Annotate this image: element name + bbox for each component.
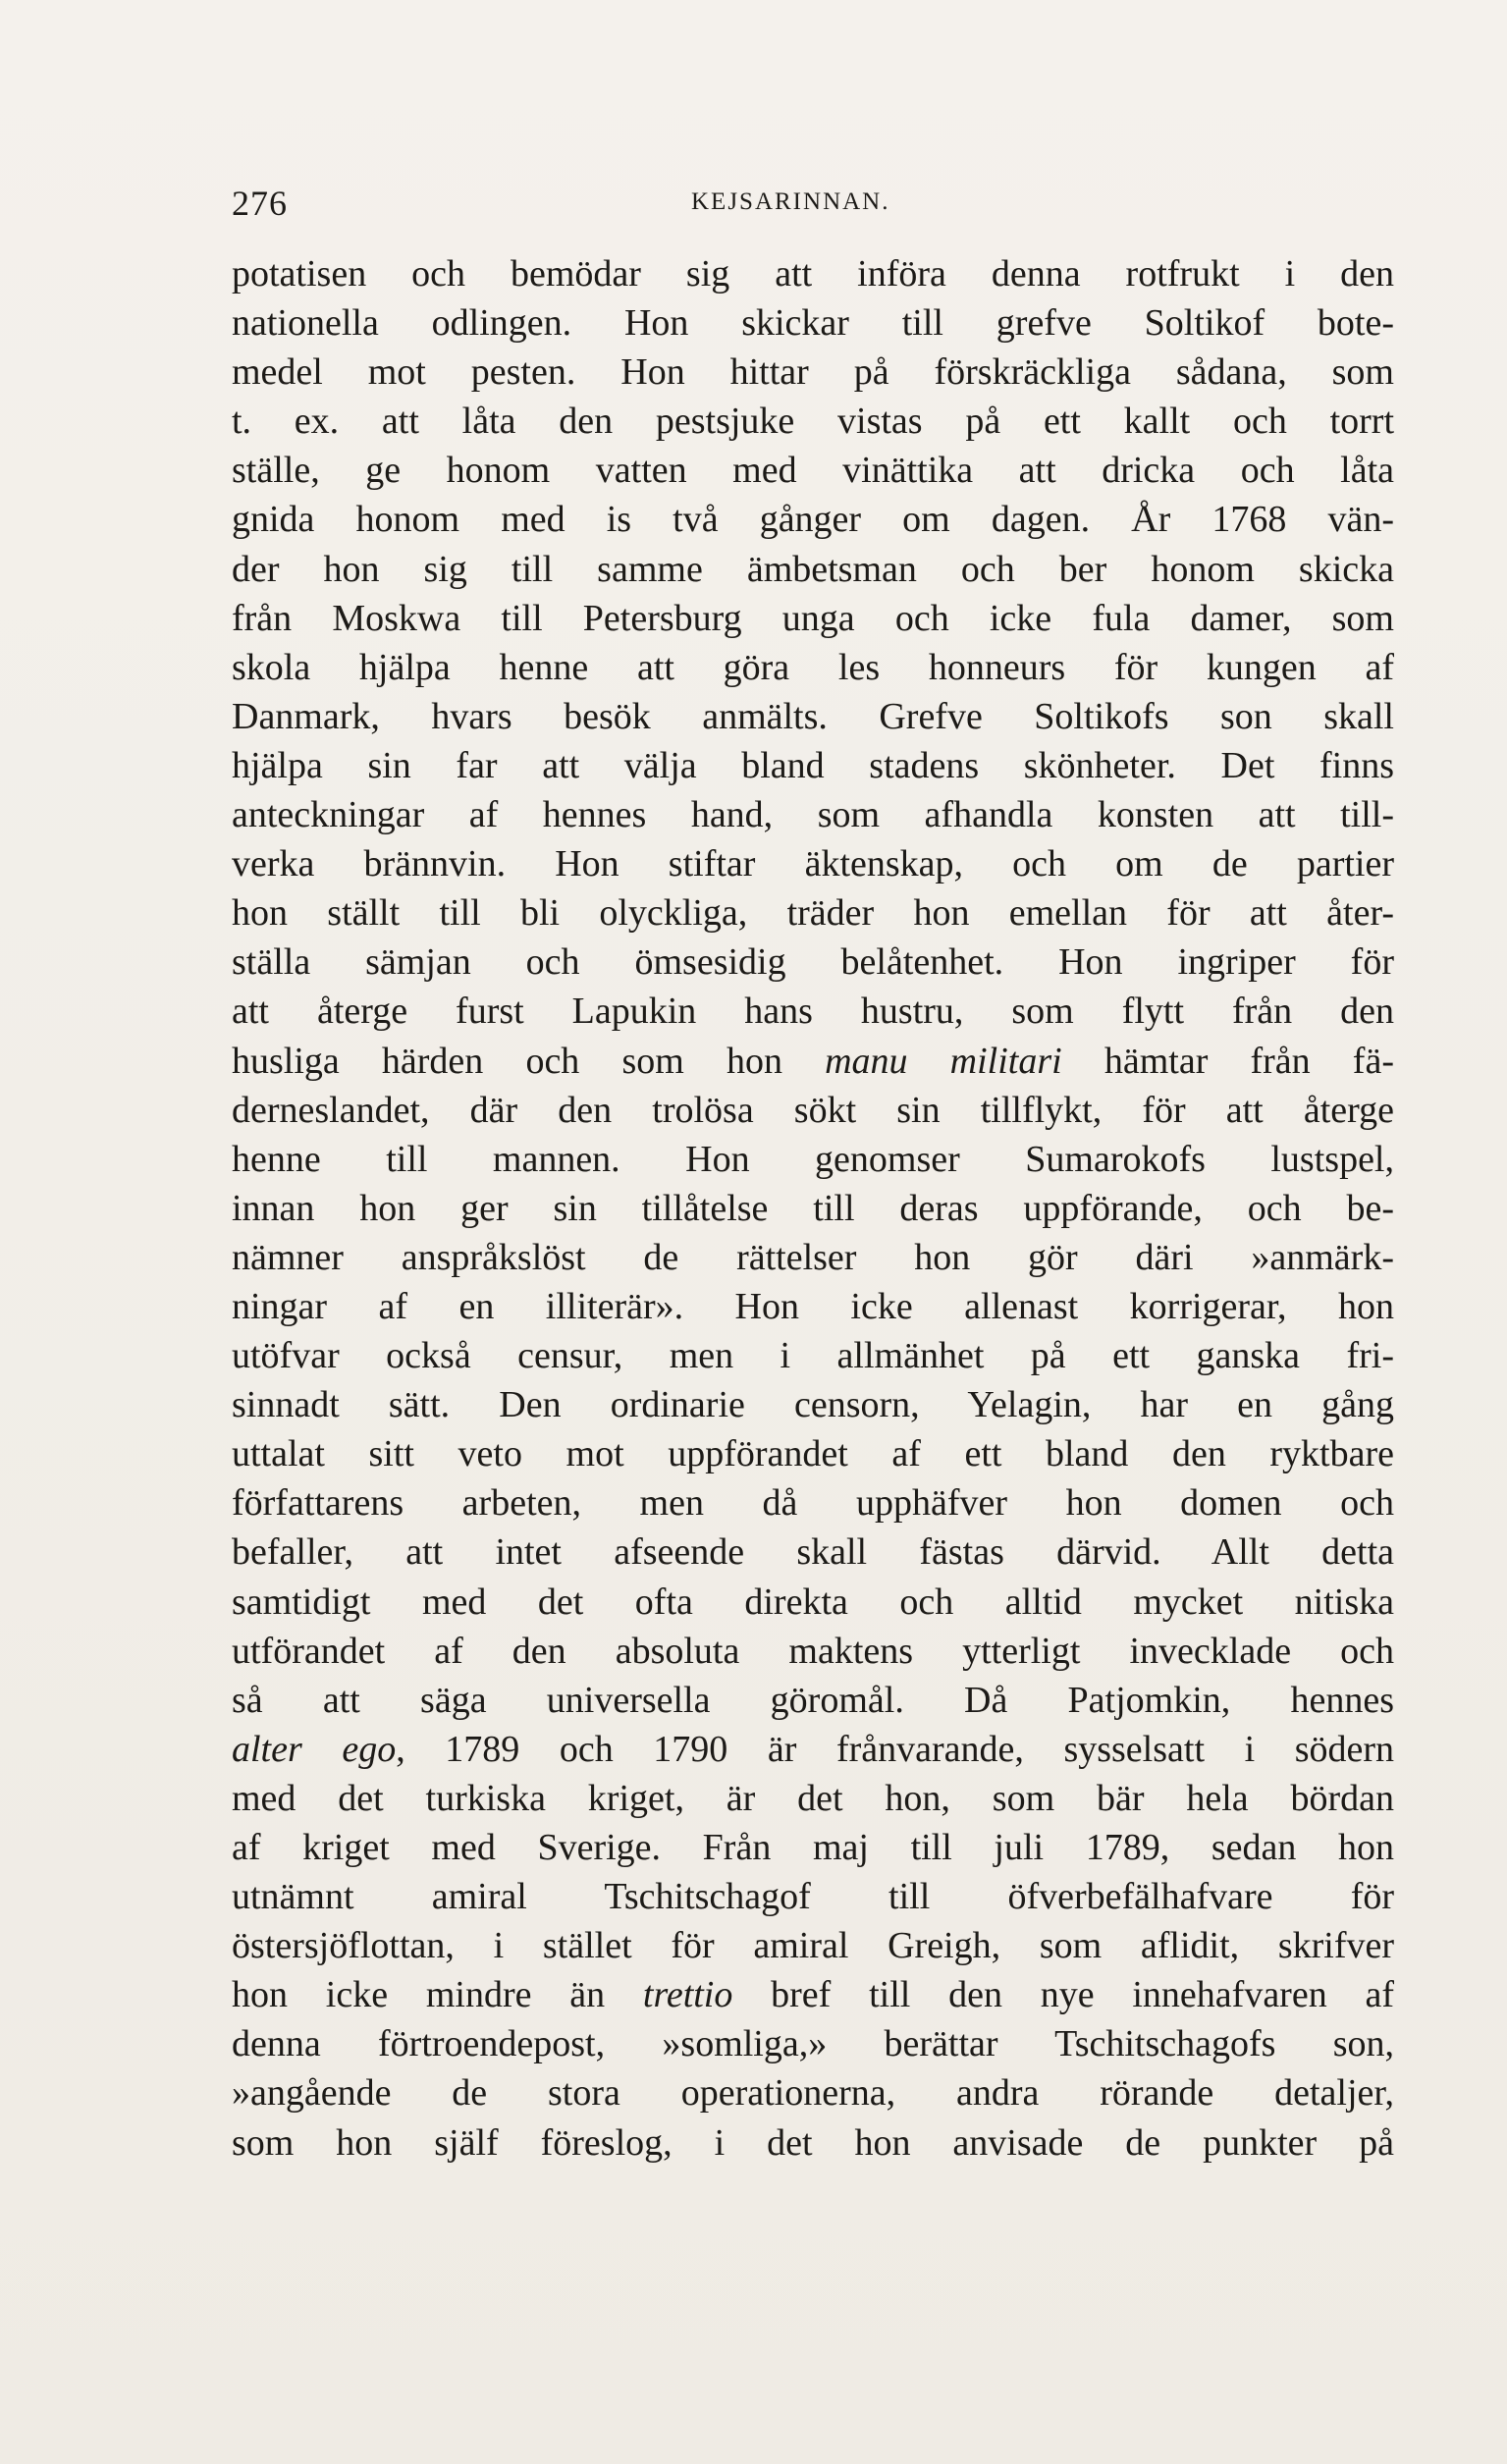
- text-line: denna förtroendepost, »somliga,» berättar Tschitschagofs son,: [232, 2023, 1394, 2065]
- text-line: östersjöflottan, i stället för amiral Greigh, som aflidit, skrifver: [232, 1925, 1394, 1967]
- text-line: befaller, att intet afseende skall fästas därvid. Allt detta: [232, 1531, 1394, 1574]
- text-segment: bref till den nye innehafvaren af: [732, 1974, 1394, 2016]
- running-head: KEJSARINNAN.: [691, 188, 890, 215]
- text-line: samtidigt med det ofta direkta och alltid mycket nitiska: [232, 1580, 1394, 1623]
- text-line: skola hjälpa henne att göra les honneurs för kungen af: [232, 646, 1394, 688]
- text-line: ställa sämjan och ömsesidig belåtenhet. Hon ingriper för: [232, 941, 1394, 984]
- text-line: författarens arbeten, men då upphäfver hon domen och: [232, 1482, 1394, 1525]
- text-line-mixed: [232, 1037, 1394, 1086]
- text-line: nämner anspråkslöst de rättelser hon gör däri »anmärk-: [232, 1236, 1394, 1278]
- italic-phrase: trettio: [642, 1974, 733, 2016]
- text-line: hon ställt till bli olyckliga, träder hon emellan för att åter-: [232, 892, 1394, 935]
- text-segment: , 1789 och 1790 är frånvarande, sysselsatt i södern: [396, 1728, 1394, 1770]
- text-line: der hon sig till samme ämbetsman och ber honom skicka: [232, 548, 1394, 590]
- text-line: Danmark, hvars besök anmälts. Grefve Soltikofs son skall: [232, 695, 1394, 737]
- text-line: medel mot pesten. Hon hittar på förskräckliga sådana, som: [232, 351, 1394, 394]
- text-line: potatisen och bemödar sig att införa denna rotfrukt i den: [232, 253, 1394, 295]
- text-line: nationella odlingen. Hon skickar till grefve Soltikof bote-: [232, 302, 1394, 345]
- text-line: utöfvar också censur, men i allmänhet på ett ganska fri-: [232, 1335, 1394, 1377]
- text-line: som hon själf föreslog, i det hon anvisade de punkter på: [232, 2121, 1394, 2164]
- italic-phrase: alter ego: [232, 1728, 397, 1770]
- page-header: [232, 183, 1390, 232]
- text-line-mixed: [232, 1725, 1394, 1774]
- page-number: 276: [232, 184, 288, 223]
- text-segment: hon icke mindre än: [232, 1974, 643, 2016]
- text-line: från Moskwa till Petersburg unga och icke fula damer, som: [232, 597, 1394, 639]
- text-line: ställe, ge honom vatten med vinättika att dricka och låta: [232, 450, 1394, 492]
- text-line: henne till mannen. Hon genomser Sumarokofs lustspel,: [232, 1138, 1394, 1180]
- text-line: verka brännvin. Hon stiftar äktenskap, och om de partier: [232, 843, 1394, 885]
- text-line: ningar af en illiterär». Hon icke allenast korrigerar, hon: [232, 1285, 1394, 1327]
- text-line: »angående de stora operationerna, andra rörande detaljer,: [232, 2072, 1394, 2115]
- text-line: af kriget med Sverige. Från maj till juli 1789, sedan hon: [232, 1827, 1394, 1868]
- text-line: derneslandet, där den trolösa sökt sin tillflykt, för att återge: [232, 1089, 1394, 1131]
- text-line: hjälpa sin far att välja bland stadens skönheter. Det finns: [232, 744, 1394, 786]
- text-segment: hämtar från fä-: [1061, 1040, 1394, 1082]
- text-line: gnida honom med is två gånger om dagen. År 1768 vän-: [232, 499, 1394, 541]
- text-line: uttalat sitt veto mot uppförandet af ett bland den ryktbare: [232, 1433, 1394, 1475]
- italic-phrase: manu militari: [825, 1040, 1062, 1082]
- body-text: [232, 249, 1394, 2168]
- text-line: utnämnt amiral Tschitschagof till öfverbefälhafvare för: [232, 1876, 1394, 1918]
- text-line: sinnadt sätt. Den ordinarie censorn, Yelagin, har en gång: [232, 1384, 1394, 1426]
- text-line: med det turkiska kriget, är det hon, som bär hela bördan: [232, 1777, 1394, 1819]
- text-line: utförandet af den absoluta maktens ytterligt invecklade och: [232, 1630, 1394, 1672]
- text-line: innan hon ger sin tillåtelse till deras uppförande, och be-: [232, 1187, 1394, 1229]
- text-line: anteckningar af hennes hand, som afhandla konsten att till-: [232, 794, 1394, 836]
- text-line: t. ex. att låta den pestsjuke vistas på ett kallt och torrt: [232, 401, 1394, 443]
- text-segment: husliga härden och som hon: [232, 1040, 826, 1082]
- text-line-mixed: [232, 1970, 1394, 2019]
- text-line: så att säga universella göromål. Då Patjomkin, hennes: [232, 1679, 1394, 1721]
- text-line: att återge furst Lapukin hans hustru, som flytt från den: [232, 991, 1394, 1033]
